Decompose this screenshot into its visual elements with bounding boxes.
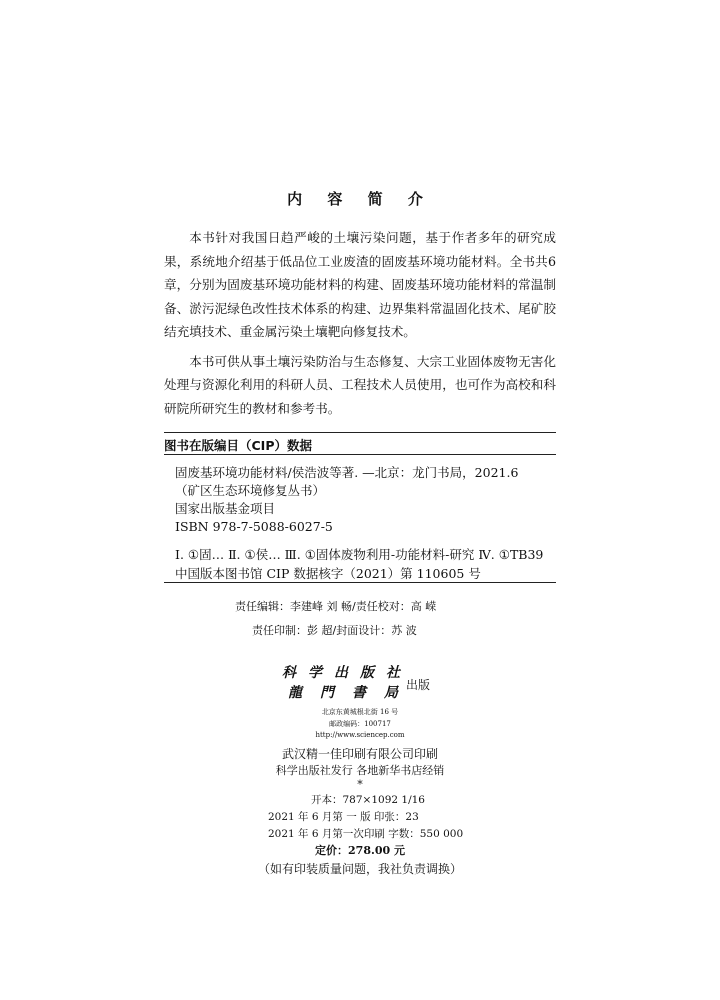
cip-line-isbn: ISBN 978-7-5088-6027-5: [175, 519, 333, 534]
publisher-seal: [282, 662, 432, 704]
edition-line: 2021 年 6 月第 一 版 印张：23: [268, 811, 419, 823]
summary-paragraph: 本书针对我国日趋严峻的土壤污染问题，基于作者多年的研究成果，系统地介绍基于低品位工业废渣的固废基环境功能材料。全书共6章，分别为固废基环境功能材料的构建、固废基环境功能材料的常温制备、淤污泥绿色改性技术体系的构建、边界集料常温固化技术、尾矿胶结充填技术、重金属污染土壤靶向修复技术。: [164, 230, 556, 339]
publisher-postcode: 邮政编码：100717: [329, 720, 391, 728]
printer-name: 武汉精一佳印刷有限公司印刷: [281, 747, 438, 761]
price-line: 定价：278.00 元: [315, 844, 405, 857]
publisher-website: http://www.sciencep.com: [315, 731, 405, 739]
publisher-name-longmen: 龍門書局: [288, 685, 416, 701]
distribution-line: 科学出版社发行 各地新华书店经销: [275, 764, 445, 777]
cip-line-series: （矿区生态环境修复丛书）: [175, 483, 326, 498]
cip-bottom-rule: [164, 582, 556, 583]
summary-paragraph: 本书可供从事土壤污染防治与生态修复、大宗工业固体废物无害化处理与资源化利用的科研人员、工程技术人员使用，也可作为高校和科研院所研究生的教材和参考书。: [164, 353, 556, 416]
cip-line-fund: 国家出版基金项目: [175, 501, 276, 516]
publisher-address: 北京东黄城根北街 16 号: [321, 708, 399, 716]
quality-notice: （如有印装质量问题，我社负责调换）: [257, 862, 462, 876]
cip-line-data-number: 中国版本图书馆 CIP 数据核字（2021）第 110605 号: [175, 566, 481, 581]
cip-mid-rule: [164, 454, 556, 455]
cip-line-title: 固废基环境功能材料/侯浩波等著. —北京：龙门书局，2021.6: [175, 465, 519, 480]
cip-top-rule: [164, 432, 556, 433]
asterisk: *: [357, 778, 363, 791]
impression-line: 2021 年 6 月第一次印刷 字数：550 000: [268, 828, 464, 840]
summary-title: 内 容 简 介: [287, 190, 433, 208]
cip-heading: 图书在版编目（CIP）数据: [164, 438, 312, 453]
credit-editors: 责任编辑：李建峰 刘 畅/责任校对：高 嵘: [235, 600, 437, 613]
publisher-suffix: 出版: [406, 678, 431, 692]
credit-printing: 责任印制：彭 超/封面设计：苏 波: [252, 624, 417, 637]
publisher-name-science: 科学出版社: [282, 665, 412, 681]
format-line: 开本：787×1092 1/16: [311, 794, 425, 806]
summary-body: [164, 226, 556, 426]
cip-line-classification: Ⅰ. ①固… Ⅱ. ①侯… Ⅲ. ①固体废物利用-功能材料-研究 Ⅳ. ①TB39: [175, 547, 544, 562]
